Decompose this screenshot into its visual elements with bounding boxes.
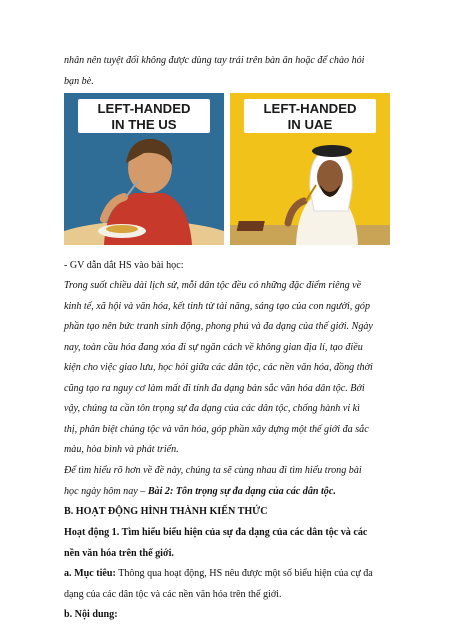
- para2-line-2: [64, 482, 394, 503]
- goal-text: Thông qua hoạt động, HS nêu được một số biểu hiện của cự đa: [115, 568, 373, 579]
- para1-line-5: kiện cho việc giao lưu, học hỏi giữa các dân tộc, các nền văn hóa, đồng thời: [64, 362, 373, 373]
- content-label: b. Nội dung:: [64, 609, 118, 620]
- left-title-line-1: LEFT-HANDED: [97, 101, 191, 116]
- left-handed-us-panel: [64, 93, 224, 245]
- para1-line-1: Trong suốt chiều dài lịch sử, mỗi dân tộc đều có những đặc điểm riêng về: [64, 280, 362, 291]
- para1-line-8: thị, phân biệt chủng tộc và văn hóa, góp phần xây dựng một thế giới đa sắc: [64, 423, 369, 435]
- right-panel-title: [244, 99, 376, 133]
- section-b-heading: B. HOẠT ĐỘNG HÌNH THÀNH KIẾN THỨC: [64, 506, 268, 517]
- lesson-title: Bài 2: Tôn trọng sự đa dạng của các dân tộc.: [147, 485, 336, 497]
- right-title-line-2: IN UAE: [287, 116, 333, 132]
- activity-1-line-1: Hoạt động 1. Tìm hiểu biểu hiện của sự đa dạng của các dân tộc và các: [64, 527, 368, 538]
- para1-line-4: nay, toàn cầu hóa đang xóa đi sự ngăn cách về không gian địa lí, tạo điều: [64, 341, 363, 353]
- intro-line-2: bạn bè.: [64, 76, 94, 87]
- left-handed-uae-panel: [230, 93, 390, 245]
- activity-1-line-2: nền văn hóa trên thế giới.: [64, 547, 174, 559]
- gv-intro-line: - GV dẫn dắt HS vào bài học:: [64, 260, 184, 271]
- goal-label: a. Mục tiêu:: [64, 568, 116, 579]
- intro-line-1: nhân nên tuyệt đối không được dùng tay trái trên bàn ăn hoặc để chào hỏi: [64, 55, 365, 66]
- goal-line-1: [64, 564, 394, 585]
- para1-line-2: kinh tế, xã hội và văn hóa, kết tinh từ tài năng, sáng tạo của con người, góp: [64, 300, 370, 312]
- para1-line-6: cũng tạo ra nguy cơ làm mất đi tính đa dạng bản sắc văn hóa dân tộc. Bởi: [64, 382, 365, 394]
- left-title-line-2: IN THE US: [111, 116, 177, 132]
- right-title-line-1: LEFT-HANDED: [263, 101, 357, 116]
- goal-line-2: dạng của các dân tộc và các nền văn hóa trên thế giới.: [64, 588, 282, 600]
- left-handed-comparison-figure: [64, 93, 390, 245]
- para1-line-3: phần tạo nên bức tranh sinh động, phong phú và đa dạng của thế giới. Ngày: [64, 321, 373, 332]
- para2-line-1: Để tìm hiểu rõ hơn về đề này, chúng ta sẽ cùng nhau đi tìm hiểu trong bài: [64, 465, 362, 476]
- left-panel-title: [78, 99, 210, 133]
- para2-line-2-prefix: học ngày hôm nay –: [64, 485, 148, 497]
- para1-line-9: màu, hòa bình và phát triển.: [64, 444, 179, 455]
- para1-line-7: vậy, chúng ta cần tôn trọng sự đa dạng của các dân tộc, chống hành vi kì: [64, 403, 360, 414]
